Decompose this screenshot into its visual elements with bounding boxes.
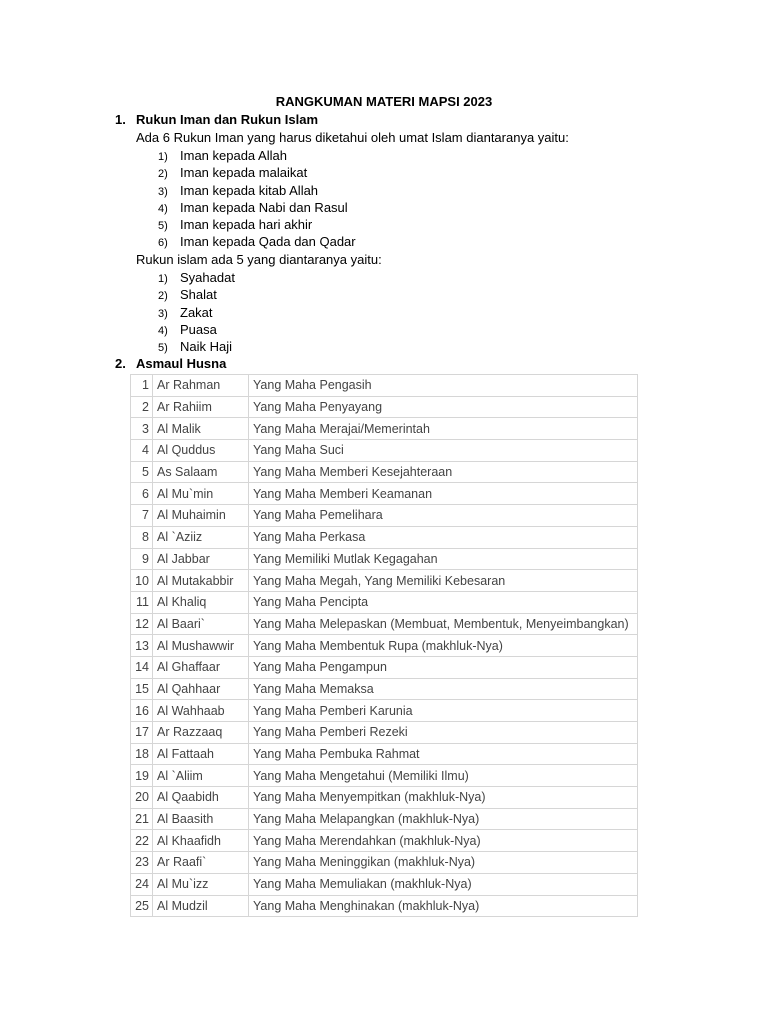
asma-name: Al Khaliq bbox=[153, 591, 249, 613]
table-row bbox=[131, 656, 638, 678]
section-2-title: Asmaul Husna bbox=[136, 356, 227, 371]
asma-name: Al `Aziiz bbox=[153, 526, 249, 548]
section-1-number: 1. bbox=[115, 112, 126, 127]
asma-meaning: Yang Maha Pengampun bbox=[249, 656, 638, 678]
table-row bbox=[131, 591, 638, 613]
table-row bbox=[131, 873, 638, 895]
row-number: 10 bbox=[131, 570, 153, 592]
row-number: 14 bbox=[131, 656, 153, 678]
table-row bbox=[131, 613, 638, 635]
asma-name: Al Malik bbox=[153, 418, 249, 440]
asma-name: Al Qahhaar bbox=[153, 678, 249, 700]
asma-meaning: Yang Maha Melepaskan (Membuat, Membentuk, Menyeimbangkan) bbox=[249, 613, 638, 635]
asma-name: Al Mu`min bbox=[153, 483, 249, 505]
row-number: 19 bbox=[131, 765, 153, 787]
row-number: 13 bbox=[131, 635, 153, 657]
list-item-number: 3) bbox=[158, 307, 168, 320]
list-item-number: 4) bbox=[158, 324, 168, 337]
table-row bbox=[131, 700, 638, 722]
asma-name: Ar Raafi` bbox=[153, 852, 249, 874]
table-row bbox=[131, 375, 638, 397]
asma-name: Al Mu`izz bbox=[153, 873, 249, 895]
row-number: 3 bbox=[131, 418, 153, 440]
list-item-number: 5) bbox=[158, 342, 168, 355]
table-row bbox=[131, 743, 638, 765]
list-item bbox=[136, 269, 235, 286]
asma-meaning: Yang Maha Menyempitkan (makhluk-Nya) bbox=[249, 787, 638, 809]
asma-name: Al Mushawwir bbox=[153, 635, 249, 657]
section-2-number: 2. bbox=[115, 356, 126, 371]
asma-meaning: Yang Maha Pencipta bbox=[249, 591, 638, 613]
asma-name: As Salaam bbox=[153, 461, 249, 483]
rukun-islam-intro: Rukun islam ada 5 yang diantaranya yaitu: bbox=[136, 252, 382, 267]
list-item bbox=[136, 338, 235, 355]
list-item-number: 3) bbox=[158, 185, 168, 198]
asma-name: Al Wahhaab bbox=[153, 700, 249, 722]
asma-name: Al Khaafidh bbox=[153, 830, 249, 852]
rukun-islam-list bbox=[136, 269, 235, 355]
list-item-number: 6) bbox=[158, 237, 168, 250]
asma-meaning: Yang Maha Memuliakan (makhluk-Nya) bbox=[249, 873, 638, 895]
asma-meaning: Yang Maha Mengetahui (Memiliki Ilmu) bbox=[249, 765, 638, 787]
asma-meaning: Yang Maha Pengasih bbox=[249, 375, 638, 397]
list-item-number: 5) bbox=[158, 220, 168, 233]
table-row bbox=[131, 722, 638, 744]
asma-name: Al Fattaah bbox=[153, 743, 249, 765]
table-row bbox=[131, 418, 638, 440]
asma-meaning: Yang Maha Pemelihara bbox=[249, 505, 638, 527]
table-row bbox=[131, 548, 638, 570]
asma-meaning: Yang Maha Pemberi Karunia bbox=[249, 700, 638, 722]
list-item bbox=[136, 233, 356, 250]
row-number: 17 bbox=[131, 722, 153, 744]
asma-meaning: Yang Maha Penyayang bbox=[249, 396, 638, 418]
table-row bbox=[131, 440, 638, 462]
list-item-text: Zakat bbox=[180, 304, 213, 320]
asmaul-husna-table bbox=[130, 374, 638, 917]
row-number: 18 bbox=[131, 743, 153, 765]
asma-meaning: Yang Maha Menghinakan (makhluk-Nya) bbox=[249, 895, 638, 917]
table-row bbox=[131, 678, 638, 700]
row-number: 23 bbox=[131, 852, 153, 874]
list-item-number: 4) bbox=[158, 202, 168, 215]
list-item-text: Iman kepada kitab Allah bbox=[180, 182, 319, 198]
asma-meaning: Yang Maha Memberi Keamanan bbox=[249, 483, 638, 505]
list-item-text: Syahadat bbox=[180, 270, 235, 285]
row-number: 22 bbox=[131, 830, 153, 852]
asma-meaning: Yang Maha Membentuk Rupa (makhluk-Nya) bbox=[249, 635, 638, 657]
list-item bbox=[136, 182, 356, 199]
row-number: 5 bbox=[131, 461, 153, 483]
asma-name: Al Quddus bbox=[153, 440, 249, 462]
asma-name: Al Mutakabbir bbox=[153, 570, 249, 592]
list-item-text: Iman kepada Allah bbox=[180, 148, 287, 163]
asma-name: Al Qaabidh bbox=[153, 787, 249, 809]
table-row bbox=[131, 570, 638, 592]
row-number: 9 bbox=[131, 548, 153, 570]
table-row bbox=[131, 505, 638, 527]
asma-name: Al Mudzil bbox=[153, 895, 249, 917]
asma-name: Al `Aliim bbox=[153, 765, 249, 787]
table-row bbox=[131, 483, 638, 505]
row-number: 8 bbox=[131, 526, 153, 548]
list-item-number: 1) bbox=[158, 273, 168, 285]
table-row bbox=[131, 787, 638, 809]
table-row bbox=[131, 852, 638, 874]
table-row bbox=[131, 895, 638, 917]
row-number: 7 bbox=[131, 505, 153, 527]
table-row bbox=[131, 396, 638, 418]
asma-meaning: Yang Maha Memberi Kesejahteraan bbox=[249, 461, 638, 483]
list-item bbox=[136, 164, 356, 181]
asma-meaning: Yang Maha Perkasa bbox=[249, 526, 638, 548]
asma-meaning: Yang Maha Memaksa bbox=[249, 678, 638, 700]
rukun-iman-list bbox=[136, 147, 356, 251]
list-item-text: Puasa bbox=[180, 321, 217, 337]
document-title: RANGKUMAN MATERI MAPSI 2023 bbox=[275, 94, 493, 109]
list-item-number: 1) bbox=[158, 151, 168, 163]
table-row bbox=[131, 635, 638, 657]
row-number: 21 bbox=[131, 808, 153, 830]
list-item bbox=[136, 216, 356, 233]
row-number: 11 bbox=[131, 591, 153, 613]
list-item-text: Shalat bbox=[180, 287, 217, 303]
list-item bbox=[136, 286, 235, 303]
asma-meaning: Yang Maha Pembuka Rahmat bbox=[249, 743, 638, 765]
asma-meaning: Yang Maha Melapangkan (makhluk-Nya) bbox=[249, 808, 638, 830]
list-item bbox=[136, 304, 235, 321]
asma-name: Ar Rahman bbox=[153, 375, 249, 397]
list-item-text: Iman kepada Nabi dan Rasul bbox=[180, 199, 348, 215]
row-number: 4 bbox=[131, 440, 153, 462]
asma-meaning: Yang Maha Meninggikan (makhluk-Nya) bbox=[249, 852, 638, 874]
list-item-text: Iman kepada Qada dan Qadar bbox=[180, 234, 356, 250]
list-item-text: Naik Haji bbox=[180, 339, 233, 355]
row-number: 15 bbox=[131, 678, 153, 700]
asma-name: Al Baari` bbox=[153, 613, 249, 635]
asma-name: Ar Rahiim bbox=[153, 396, 249, 418]
table-row bbox=[131, 808, 638, 830]
asma-meaning: Yang Maha Pemberi Rezeki bbox=[249, 722, 638, 744]
row-number: 2 bbox=[131, 396, 153, 418]
asma-meaning: Yang Maha Megah, Yang Memiliki Kebesaran bbox=[249, 570, 638, 592]
rukun-iman-intro: Ada 6 Rukun Iman yang harus diketahui oleh umat Islam diantaranya yaitu: bbox=[136, 130, 569, 145]
row-number: 25 bbox=[131, 895, 153, 917]
asma-meaning: Yang Maha Merajai/Memerintah bbox=[249, 418, 638, 440]
list-item bbox=[136, 147, 356, 164]
section-2-heading bbox=[115, 356, 226, 372]
row-number: 6 bbox=[131, 483, 153, 505]
row-number: 12 bbox=[131, 613, 153, 635]
table-row bbox=[131, 461, 638, 483]
asma-name: Al Muhaimin bbox=[153, 505, 249, 527]
table-row bbox=[131, 830, 638, 852]
section-1-heading bbox=[115, 112, 318, 128]
table-row bbox=[131, 765, 638, 787]
list-item-number: 2) bbox=[158, 290, 168, 303]
asma-meaning: Yang Maha Merendahkan (makhluk-Nya) bbox=[249, 830, 638, 852]
asma-name: Al Baasith bbox=[153, 808, 249, 830]
table-row bbox=[131, 526, 638, 548]
asma-name: Al Jabbar bbox=[153, 548, 249, 570]
list-item bbox=[136, 321, 235, 338]
section-1-title: Rukun Iman dan Rukun Islam bbox=[136, 112, 319, 127]
asma-meaning: Yang Maha Suci bbox=[249, 440, 638, 462]
asma-name: Al Ghaffaar bbox=[153, 656, 249, 678]
row-number: 24 bbox=[131, 873, 153, 895]
list-item-text: Iman kepada hari akhir bbox=[180, 217, 313, 233]
list-item-text: Iman kepada malaikat bbox=[180, 165, 308, 181]
row-number: 20 bbox=[131, 787, 153, 809]
list-item bbox=[136, 199, 356, 216]
asma-meaning: Yang Memiliki Mutlak Kegagahan bbox=[249, 548, 638, 570]
row-number: 1 bbox=[131, 375, 153, 397]
list-item-number: 2) bbox=[158, 168, 168, 181]
asma-name: Ar Razzaaq bbox=[153, 722, 249, 744]
row-number: 16 bbox=[131, 700, 153, 722]
